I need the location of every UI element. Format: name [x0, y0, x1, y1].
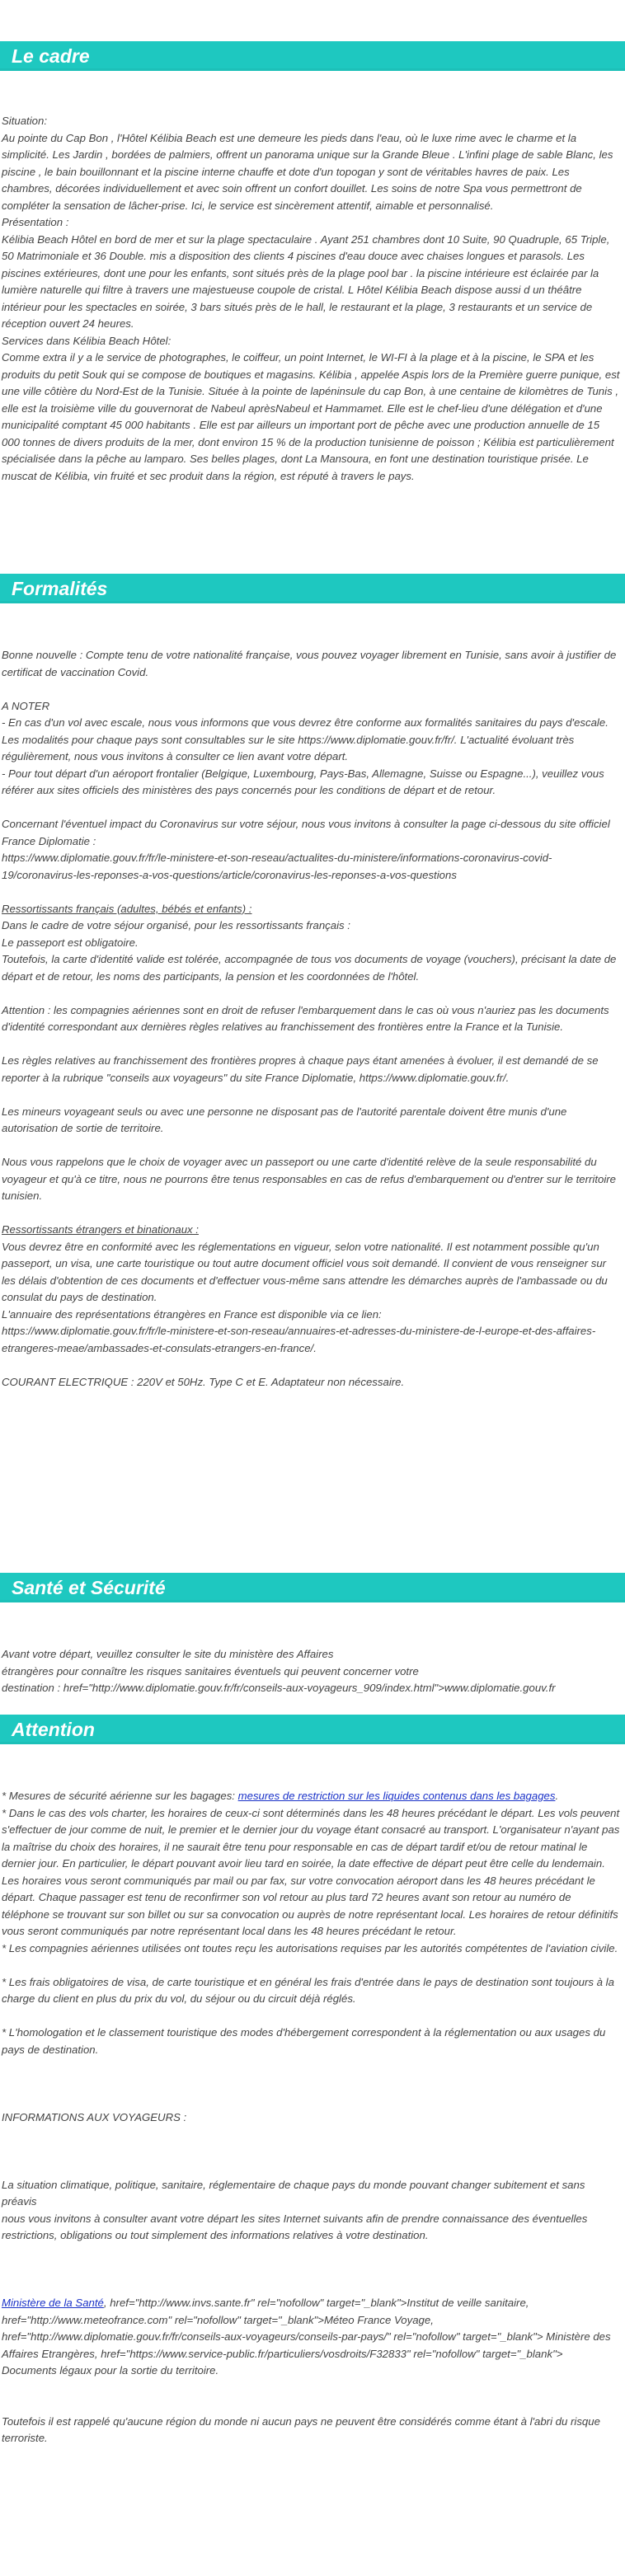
- formalites-p1: Bonne nouvelle : Compte tenu de votre nationalité française, vous pouvez voyager librement en Tunisie, sans avoir à justifier de certificat de vaccination Covid.: [2, 649, 619, 678]
- section-title-formalites: Formalités: [0, 574, 625, 603]
- formalites-p9: Vous devrez être en conformité avec les réglementations en vigueur, selon votre nationalité. Il est notamment possible qu'un passeport, un visa, une carte touristique ou tout autre document officiel vous soit demandé. Il convient de vous renseigner sur les délais d'obtention de ces documents et d'effectuer vous-même sans attendre les démarches auprès de l'ambassade ou du consulat du pays de destination. L'annuaire des représentations étrangères en France est disponible via ce lien: https://www.diplomatie.gouv.fr/fr/le-ministere-et-son-reseau/annuaires-et-adresses-du-ministere-de-l-europe-et-des-affaires-etrangeres-meae/ambassades-et-consulats-etrangers-en-france/.: [2, 1240, 608, 1354]
- attention-p3: * L'homologation et le classement touristique des modes d'hébergement correspondent à la réglementation ou aux usages du pays de destination.: [2, 2026, 609, 2056]
- cadre-presentation-text: Kélibia Beach Hôtel en bord de mer et sur la plage spectaculaire . Ayant 251 chambres dont 10 Suite, 90 Quadruple, 65 Triple, 50 Matrimoniale et 36 Double. mis a disposition des clients 4 piscines d'eau douce avec chaises longues et parasols. Les piscines extérieures, dont une pour les enfants, sont situés près de la plage pool bar . la piscine intérieure est éclairée par la lumière naturelle qui filtre à travers une majestueuse coupole de cristal. L Hôtel Kélibia Beach dispose aussi d un théâtre intérieur pour les spectacles en soirée, 3 bars situés près de le hall, le restaurant et la plage, 3 restaurants et un service de réception ouvert 24 heures.: [2, 232, 613, 330]
- cadre-situation-text: Au pointe du Cap Bon , l'Hôtel Kélibia Beach est une demeure les pieds dans l'eau, où le luxe rime avec le charme et la simplicité. Les Jardin , bordées de palmiers, offrent un panorama unique sur la Grande Bleue . L'infini plage de sable Blanc, les piscine , le bain bouillonnant et la piscine interne chauffe et dote d'un topogan y sont de véritables havres de paix. Les chambres, décorées individuellement et avec soin offrent un confort douillet. Les soins de notre Spa vous permettront de compléter la sensation de lâcher-prise. Ici, le service est sincèrement attentif, aimable et personnalisé.: [2, 131, 617, 212]
- sante-text: Avant votre départ, veuillez consulter le site du ministère des Affaires étrangères pour connaître les risques sanitaires éventuels qui peuvent concerner votre destination : href="http://www.diplomatie.gouv.fr/fr/conseils-aux-voyageurs_909/index.html">www.diplomatie.gouv.fr: [2, 1648, 556, 1694]
- formalites-p5: Attention : les compagnies aériennes sont en droit de refuser l'embarquement dans le cas où vous n'auriez pas les documents d'identité correspondant aux dernières règles relatives au franchissement des frontières entre la France et la Tunisie.: [2, 1003, 613, 1033]
- ministere-sante-link[interactable]: Ministère de la Santé: [2, 2297, 104, 2309]
- attention-p6-rest: , href="http://www.invs.sante.fr" rel="nofollow" target="_blank">Institut de veille sanitaire, href="http://www.meteofrance.com" rel="nofollow" target="_blank">Méteo France Voyage, href="http://www.diplomatie.gouv.fr/fr/conseils-aux-voyageurs/conseils-par-pays/" rel="nofollow" target="_blank"> Ministère des Affaires Etrangères, href="https://www.service-public.fr/particuliers/vosdroits/F32833" rel="nofollow" target="_blank"> Documents légaux pour la sortie du territoire.: [2, 2297, 613, 2377]
- formalites-p8: Nous vous rappelons que le choix de voyager avec un passeport ou une carte d'identité relève de la seule responsabilité du voyageur et qu'à ce titre, nous ne pourrons être tenus responsables en cas de refus d'embarquement ou d'entrer sur le territoire tunisien.: [2, 1156, 619, 1202]
- formalites-p10: COURANT ELECTRIQUE : 220V et 50Hz. Type C et E. Adaptateur non nécessaire.: [2, 1375, 405, 1388]
- liquids-restriction-link[interactable]: mesures de restriction sur les liquides contenus dans les bagages: [237, 1790, 556, 1802]
- attention-p7: Toutefois il est rappelé qu'aucune région du monde ni aucun pays ne peuvent être considérés comme étant à l'abri du risque terroriste.: [2, 2414, 604, 2444]
- formalites-p6: Les règles relatives au franchissement des frontières propres à chaque pays étant amenées à évoluer, il est demandé de se reporter à la rubrique "conseils aux voyageurs" du site France Diplomatie, https://www.diplomatie.gouv.fr/.: [2, 1054, 602, 1084]
- attention-line1-suffix: .: [555, 1790, 559, 1802]
- attention-p5: La situation climatique, politique, sanitaire, réglementaire de chaque pays du monde pouvant changer subitement et sans préavis nous vous invitons à consulter avant votre départ les sites Internet suivants afin de prendre connaissance des éventuelles restrictions, obligations ou tout simplement des informations relatives à votre destination.: [2, 2178, 588, 2241]
- attention-p4: INFORMATIONS AUX VOYAGEURS :: [2, 2110, 187, 2123]
- section-title-cadre: Le cadre: [0, 41, 625, 71]
- cadre-services-label: Services dans Kélibia Beach Hôtel:: [2, 334, 172, 347]
- attention-body: [0, 1754, 625, 2481]
- cadre-presentation-label: Présentation :: [2, 216, 69, 228]
- formalites-body: [0, 613, 625, 1573]
- formalites-p4: Dans le cadre de votre séjour organisé, pour les ressortissants français : Le passeport est obligatoire. Toutefois, la carte d'identité valide est tolérée, accompagnée de tous vos documents de voyage (vouchers), précisant la date de départ et de retour, les noms des participants, la pension et les coordonnées de l'hôtel.: [2, 919, 617, 983]
- formalites-p7: Les mineurs voyageant seuls ou avec une personne ne disposant pas de l'autorité parentale doivent être munis d'une autorisation de sortie de territoire.: [2, 1105, 571, 1134]
- attention-p2: * Les frais obligatoires de visa, de carte touristique et en général les frais d'entrée dans le pays de destination sont toujours à la charge du client en plus du prix du vol, du séjour ou du circuit déjà réglés.: [2, 1975, 618, 2005]
- formalites-p9-title: Ressortissants étrangers et binationaux :: [2, 1223, 199, 1236]
- section-title-attention: Attention: [0, 1715, 625, 1744]
- cadre-situation-label: Situation:: [2, 115, 47, 127]
- formalites-p3: Concernant l'éventuel impact du Coronavirus sur votre séjour, nous vous invitons à consulter la page ci-dessous du site officiel France Diplomatie : https://www.diplomatie.gouv.fr/fr/le-ministere-et-son-reseau/actualites-du-ministere/informations-coronavirus-covid-19/coronavirus-les-reponses-a-vos-questions/article/coronavirus-les-reponses-a-vos-questions: [2, 818, 610, 881]
- attention-p1: * Dans le cas des vols charter, les horaires de ceux-ci sont déterminés dans les 48 heures précédant le départ. Les vols peuvent s'effectuer de jour comme de nuit, le premier et le dernier jour du voyage étant consacré au transport. L'organisateur n'ayant pas la maîtrise du choix des horaires, il ne saurait être tenu pour responsable en cas de départ tardif et/ou de retour matinal le dernier jour. En particulier, le départ pouvant avoir lieu tard en soirée, la date effective de départ peut être celle du lendemain. Les horaires vous seront communiqués par mail ou par fax, sur votre convocation aéroport dans les 48 heures précédant le départ. Chaque passager est tenu de reconfirmer son vol retour au plus tard 72 heures avant son retour au numéro de téléphone se trouvant sur son billet ou sur sa convocation ou auprès de notre représentant local. Les horaires de retour définitifs vous seront communiqués par notre représentant local dans les 48 heures précédant le retour. * Les compagnies aériennes utilisées ont toutes reçu les autorisations requises par les autorités compétentes de l'aviation civile.: [2, 1806, 620, 1954]
- cadre-services-text: Comme extra il y a le service de photographes, le coiffeur, un point Internet, le WI-FI à la plage et à la piscine, le SPA et les produits du petit Souk qui se compose de boutiques et magasins. Kélibia , appelée Aspis lors de la Première guerre punique, est une ville côtière du Nord-Est de la Tunisie. Située à la pointe de lapéninsule du cap Bon, à une centaine de kilomètres de Tunis , elle est la troisième ville du gouvernorat de Nabeul aprèsNabeul et Hammamet. Elle est le chef-lieu d'une délégation et d'une municipalité comptant 45 000 habitants . Elle est par ailleurs un important port de pêche avec une production annuelle de 15 000 tonnes de divers produits de la mer, dont environ 15 % de la production tunisienne de poisson ; Kélibia est particulièrement spécialisée dans la pêche au lamparo. Ses belles plages, dont La Mansoura, en font une destination touristique prisée. Le muscat de Kélibia, vin fruité et sec produit dans la région, est réputé à travers le pays.: [2, 351, 623, 482]
- section-title-sante: Santé et Sécurité: [0, 1573, 625, 1602]
- attention-line1-prefix: * Mesures de sécurité aérienne sur les bagages:: [2, 1790, 238, 1802]
- sante-body: [0, 1612, 625, 1715]
- formalites-p2: A NOTER - En cas d'un vol avec escale, nous vous informons que vous devrez être conforme aux formalités sanitaires du pays d'escale. Les modalités pour chaque pays sont consultables sur le site https://www.diplomatie.gouv.fr/fr/. L'actualité évoluant très régulièrement, nous vous invitons à consulter ce lien avant votre départ. - Pour tout départ d'un aéroport frontalier (Belgique, Luxembourg, Pays-Bas, Allemagne, Suisse ou Espagne...), veuillez vous référer aux sites officiels des ministères des pays concernés pour les conditions de départ et de retour.: [2, 699, 609, 796]
- cadre-body: [0, 79, 625, 574]
- formalites-p4-title: Ressortissants français (adultes, bébés et enfants) :: [2, 902, 252, 915]
